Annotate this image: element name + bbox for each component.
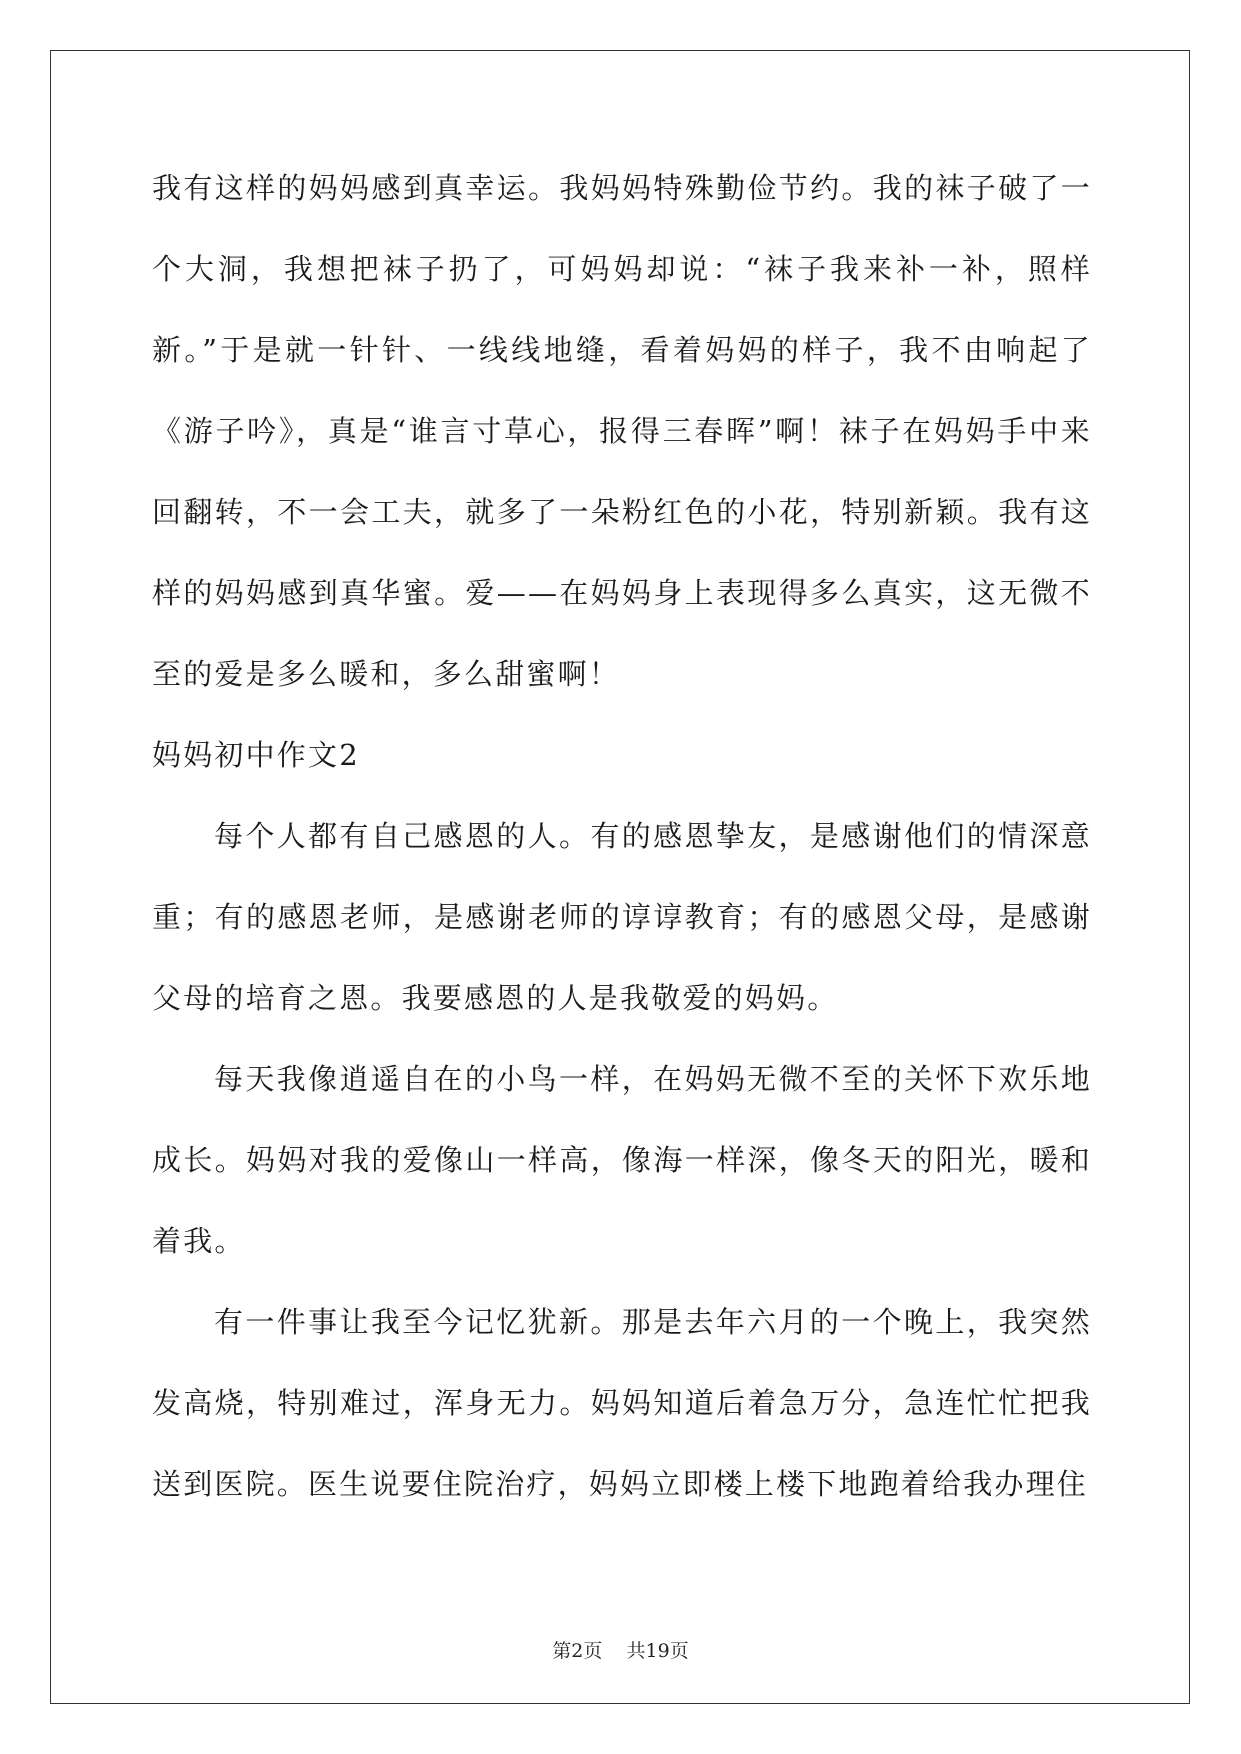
paragraph-continued: 我有这样的妈妈感到真幸运。我妈妈特殊勤俭节约。我的袜子破了一个大洞，我想把袜子扔了，可妈妈却说：“袜子我来补一补，照样新。”于是就一针针、一线线地缝，看着妈妈的样子，我不由响起了《游子吟》，真是“谁言寸草心，报得三春晖”啊！袜子在妈妈手中来回翻转，不一会工夫，就多了一朵粉红色的小花，特别新颖。我有这样的妈妈感到真华蜜。爱——在妈妈身上表现得多么真实，这无微不至的爱是多么暖和，多么甜蜜啊！ <box>152 171 1092 691</box>
section-heading: 妈妈初中作文2 <box>152 738 360 772</box>
paragraph-1: 每个人都有自己感恩的人。有的感恩挚友，是感谢他们的情深意重；有的感恩老师，是感谢老师的谆谆教育；有的感恩父母，是感谢父母的培育之恩。我要感恩的人是我敬爱的妈妈。 <box>152 819 1092 1015</box>
page-total: 共19页 <box>626 1640 689 1662</box>
paragraph-2: 每天我像逍遥自在的小鸟一样，在妈妈无微不至的关怀下欢乐地成长。妈妈对我的爱像山一样高，像海一样深，像冬天的阳光，暖和着我。 <box>152 1062 1092 1258</box>
document-body <box>152 148 1092 1525</box>
page-number: 第2页 <box>552 1640 603 1662</box>
paragraph-3: 有一件事让我至今记忆犹新。那是去年六月的一个晚上，我突然发高烧，特别难过，浑身无力。妈妈知道后着急万分，急连忙忙把我送到医院。医生说要住院治疗，妈妈立即楼上楼下地跑着给我办理住 <box>152 1305 1092 1501</box>
page-footer <box>0 1636 1241 1663</box>
